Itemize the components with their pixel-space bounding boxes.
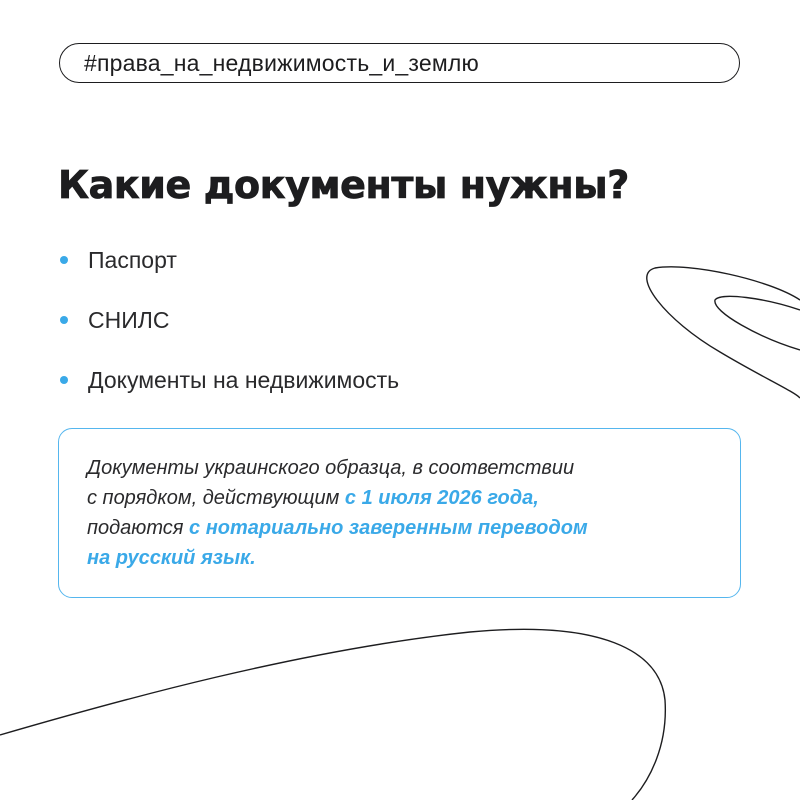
- note-line-2: с порядком, действующим: [87, 487, 345, 509]
- bullet-dot-icon: [60, 256, 68, 264]
- swirl-top-right-inner: [715, 296, 800, 350]
- list-item: [58, 290, 399, 350]
- info-note-box: [58, 428, 741, 598]
- swirl-top-right: [647, 267, 800, 398]
- note-line-3: подаются: [87, 517, 190, 539]
- note-line-1: Документы украинского образца, в соответствии: [87, 457, 575, 479]
- document-label-snils: СНИЛС: [88, 306, 170, 333]
- note-date-highlight: с 1 июля 2026 года,: [344, 487, 539, 509]
- bullet-dot-icon: [60, 376, 68, 384]
- hashtag-tag: #права_на_недвижимость_и_землю: [59, 43, 740, 83]
- note-language-highlight: на русский язык.: [87, 547, 256, 569]
- document-label-passport: Паспорт: [88, 246, 177, 273]
- list-item: [58, 230, 399, 290]
- bullet-dot-icon: [60, 316, 68, 324]
- note-text: [87, 453, 712, 573]
- documents-list: [58, 230, 399, 410]
- note-translation-highlight: с нотариально заверенным переводом: [189, 517, 588, 539]
- page-title: Какие документы нужны?: [58, 163, 629, 207]
- document-label-property: Документы на недвижимость: [88, 366, 400, 393]
- swirl-bottom: [0, 629, 665, 800]
- list-item: [58, 350, 399, 410]
